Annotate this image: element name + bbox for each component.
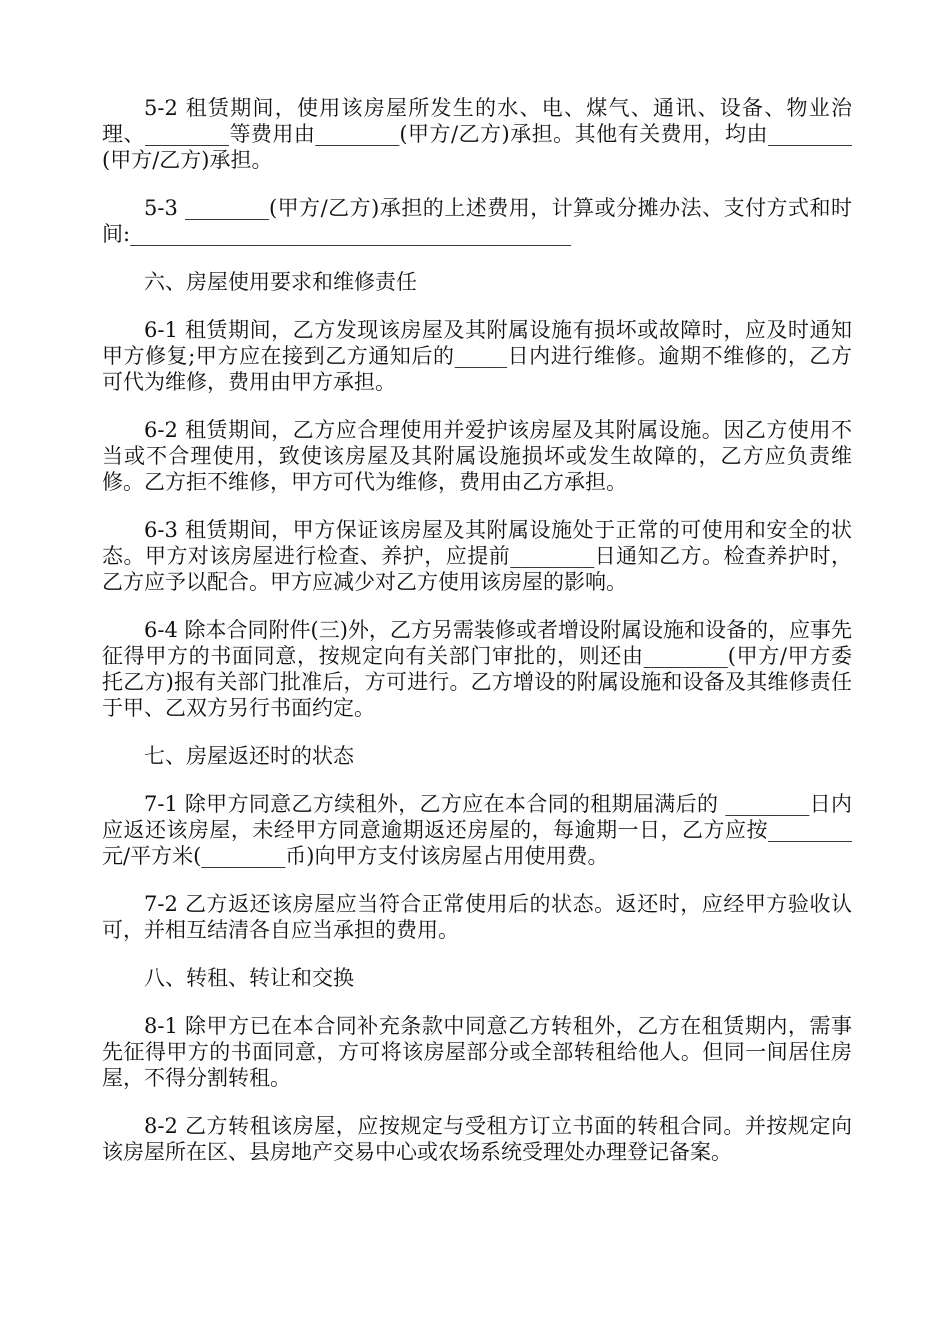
clause-5-2: 5-2 租赁期间，使用该房屋所发生的水、电、煤气、通讯、设备、物业治理、________等费用由________(甲方/乙方)承担。其他有关费用，均由________(甲方/乙方)承担。: [102, 96, 852, 172]
clause-6-2: 6-2 租赁期间，乙方应合理使用并爱护该房屋及其附属设施。因乙方使用不当或不合理使用，致使该房屋及其附属设施损坏或发生故障的，乙方应负责维修。乙方拒不维修，甲方可代为维修，费用由乙方承担。: [102, 418, 852, 494]
clause-7-2: 7-2 乙方返还该房屋应当符合正常使用后的状态。返还时，应经甲方验收认可，并相互结清各自应当承担的费用。: [102, 892, 852, 942]
section-6-heading: 六、房屋使用要求和维修责任: [144, 270, 417, 294]
clause-6-4: 6-4 除本合同附件(三)外，乙方另需装修或者增设附属设施和设备的，应事先征得甲方的书面同意，按规定向有关部门审批的，则还由________(甲方/甲方委托乙方)报有关部门批准后，方可进行。乙方增设的附属设施和设备及其维修责任于甲、乙双方另行书面约定。: [102, 618, 852, 720]
clause-8-2: 8-2 乙方转租该房屋，应按规定与受租方订立书面的转租合同。并按规定向该房屋所在区、县房地产交易中心或农场系统受理处办理登记备案。: [102, 1114, 852, 1164]
clause-6-1: 6-1 租赁期间，乙方发现该房屋及其附属设施有损坏或故障时，应及时通知甲方修复;甲方应在接到乙方通知后的_____日内进行维修。逾期不维修的，乙方可代为维修，费用由甲方承担。: [102, 318, 852, 394]
document-page: [102, 95, 852, 1187]
section-8-heading: 八、转租、转让和交换: [144, 966, 354, 990]
clause-5-3: 5-3 ________(甲方/乙方)承担的上述费用，计算或分摊办法、支付方式和时间:__________________________________________: [102, 196, 852, 246]
clause-6-3: 6-3 租赁期间，甲方保证该房屋及其附属设施处于正常的可使用和安全的状态。甲方对该房屋进行检查、养护，应提前________日通知乙方。检查养护时，乙方应予以配合。甲方应减少对乙方使用该房屋的影响。: [102, 518, 852, 594]
section-7-heading: 七、房屋返还时的状态: [144, 744, 354, 768]
clause-8-1: 8-1 除甲方已在本合同补充条款中同意乙方转租外，乙方在租赁期内，需事先征得甲方的书面同意，方可将该房屋部分或全部转租给他人。但同一间居住房屋，不得分割转租。: [102, 1014, 852, 1090]
clause-7-1: 7-1 除甲方同意乙方续租外，乙方应在本合同的租期届满后的 ________日内应返还该房屋，未经甲方同意逾期返还房屋的，每逾期一日，乙方应按________元/平方米(________币)向甲方支付该房屋占用使用费。: [102, 792, 852, 868]
